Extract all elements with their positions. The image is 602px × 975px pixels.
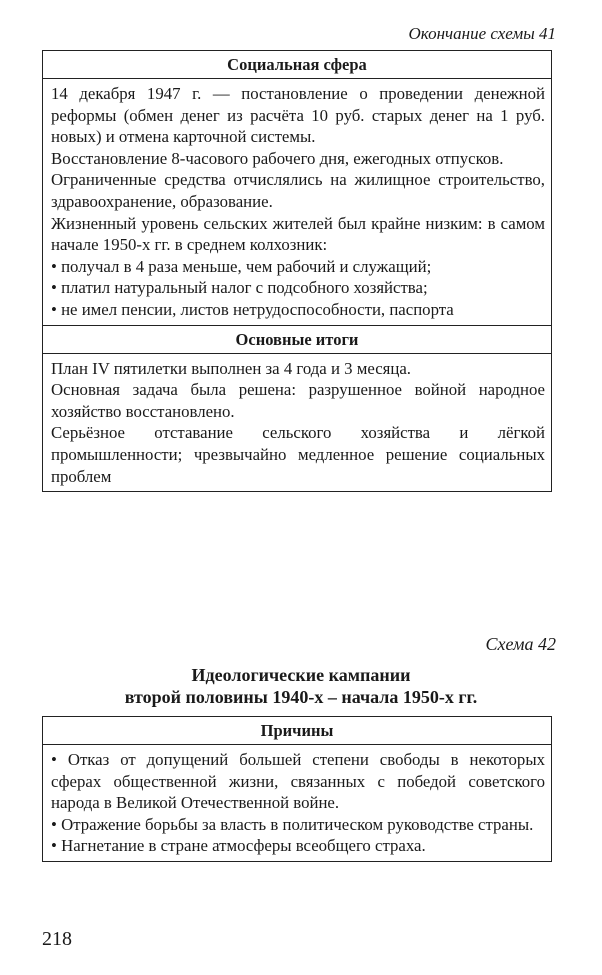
social-cell xyxy=(43,79,551,325)
reasons-header: Причины xyxy=(43,717,551,745)
social-bullet: • платил натуральный налог с подсобного хозяйства; xyxy=(51,278,428,298)
scheme-42-title xyxy=(0,664,602,708)
social-bullet: • не имел пенсии, листов нетрудоспособности, паспорта xyxy=(51,299,454,319)
scheme-42-label: Схема 42 xyxy=(485,634,556,654)
reasons-bullet: • Нагнетание в стране атмосферы всеобщего страха. xyxy=(51,836,426,856)
reasons-bullet: • Отказ от допущений большей степени свободы в некоторых сферах общественной жизни, связанных с победой советского народа в Великой Отечественной войне. xyxy=(51,750,545,813)
results-cell xyxy=(43,354,551,492)
scheme-42-title-line: Идеологические кампании xyxy=(191,665,411,685)
reasons-bullet: • Отражение борьбы за власть в политическом руководстве страны. xyxy=(51,814,534,834)
social-paragraph: Жизненный уровень сельских жителей был крайне низким: в самом начале 1950-х гг. в среднем колхозник: xyxy=(51,213,545,255)
social-bullet: • получал в 4 раза меньше, чем рабочий и служащий; xyxy=(51,256,432,276)
continuation-label: Окончание схемы 41 xyxy=(408,24,556,43)
social-header: Социальная сфера xyxy=(43,51,551,79)
scheme-41-table xyxy=(42,50,552,492)
page-number: 218 xyxy=(42,928,72,950)
reasons-cell xyxy=(43,745,551,861)
results-paragraph: План IV пятилетки выполнен за 4 года и 3 месяца. xyxy=(51,358,411,378)
scheme-42-table xyxy=(42,716,552,862)
social-paragraph: Ограниченные средства отчислялись на жилищное строительство, здравоохранение, образование. xyxy=(51,170,545,211)
results-header: Основные итоги xyxy=(43,325,551,354)
social-paragraph: 14 декабря 1947 г. — постановление о проведении денежной реформы (обмен денег из расчёта 10 руб. старых денег на 1 руб. новых) и отмена карточной системы. xyxy=(51,84,545,147)
social-paragraph: Восстановление 8-часового рабочего дня, ежегодных отпусков. xyxy=(51,148,504,168)
results-paragraph: Серьёзное отставание сельского хозяйства и лёгкой промышленности; чрезвычайно медленное решение социальных проблем xyxy=(51,423,545,486)
scheme-42-title-line: второй половины 1940-х – начала 1950-х гг. xyxy=(124,687,478,707)
results-paragraph: Основная задача была решена: разрушенное войной народное хозяйство восстановлено. xyxy=(51,380,545,421)
